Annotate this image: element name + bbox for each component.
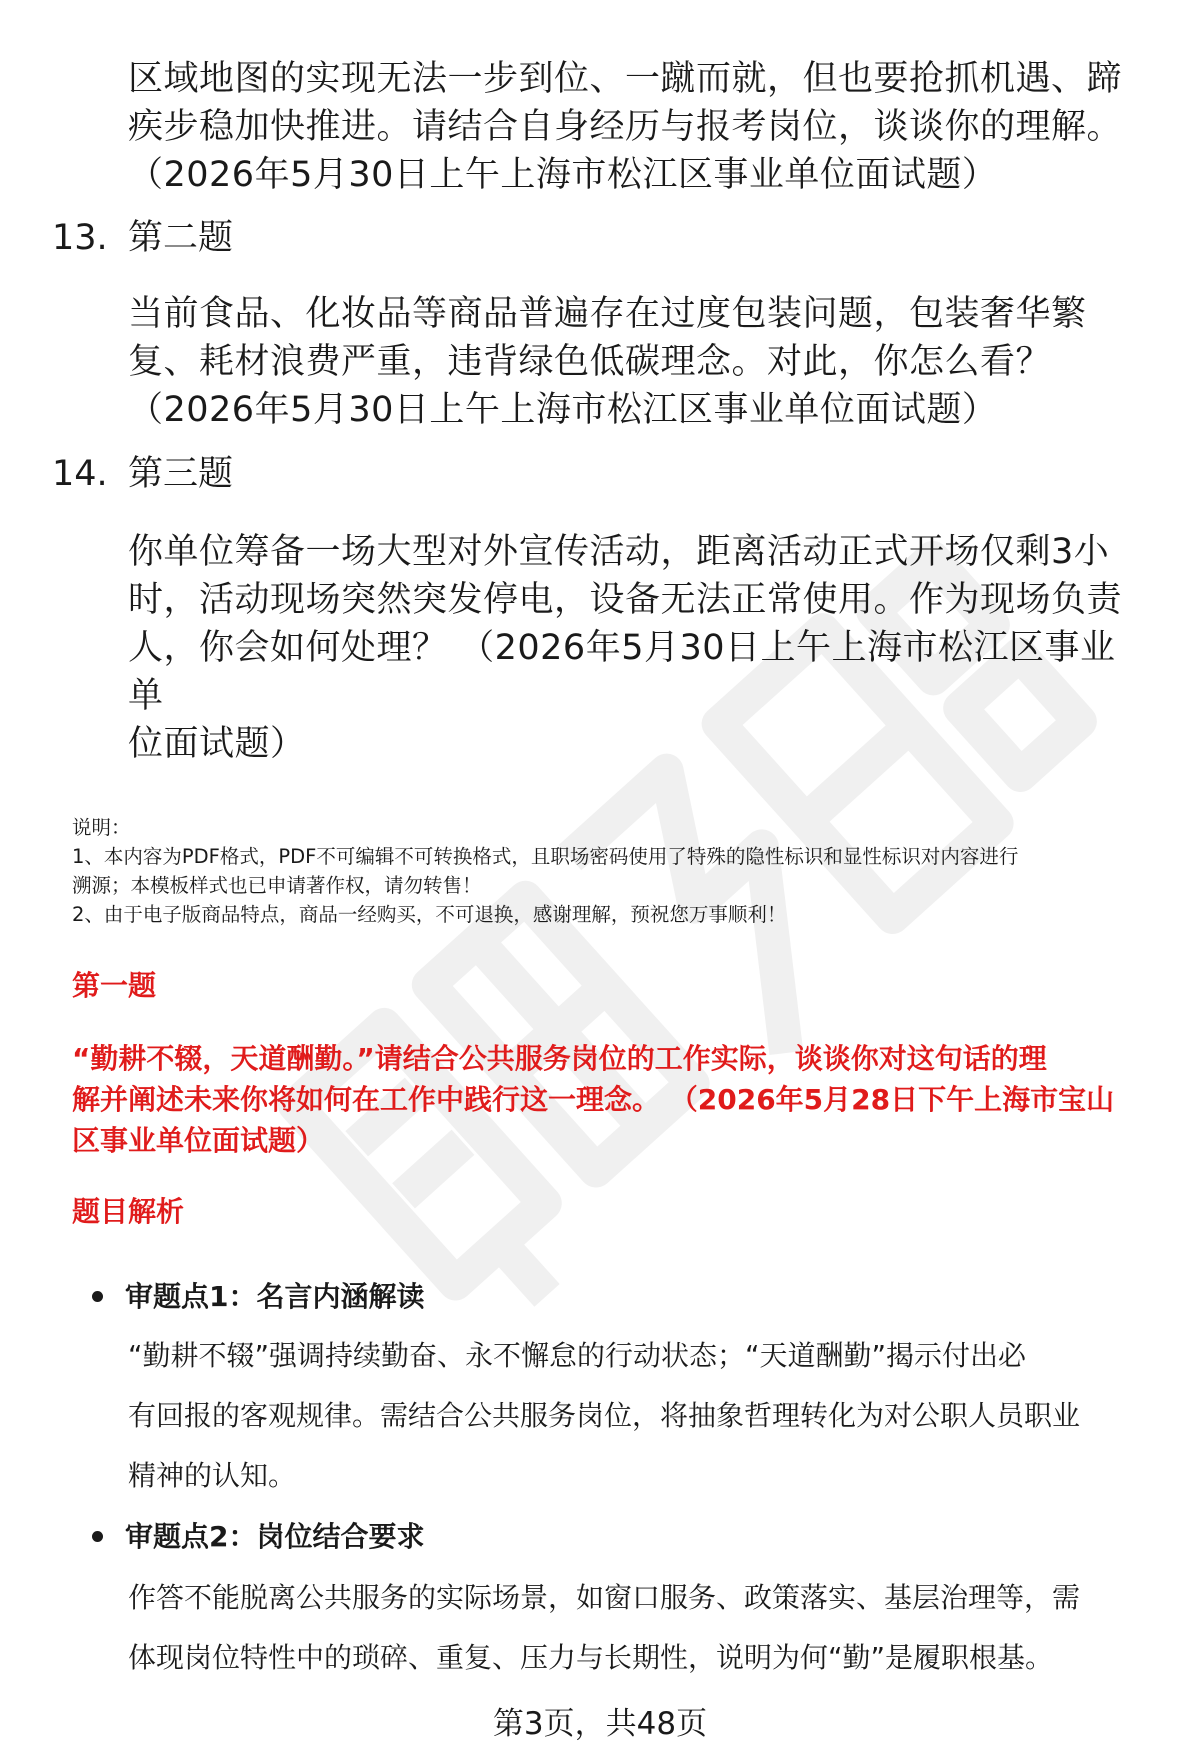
analysis-point-1-body (128, 1326, 1148, 1506)
page-number-footer: 第3页，共48页 (492, 1706, 708, 1742)
answer-question-line: 解并阐述未来你将如何在工作中践行这一理念。 （2026年5月28日下午上海市宝山 (72, 1083, 1115, 1116)
question-12-line: 区域地图的实现无法一步到位、一蹴而就，但也要抢抓机遇、蹄 (128, 59, 1123, 99)
point-line: 有回报的客观规律。需结合公共服务岗位，将抽象哲理转化为对公职人员职业 (128, 1399, 1081, 1432)
question-13-line: 复、耗材浪费严重，违背绿色低碳理念。对此，你怎么看？ (128, 342, 1052, 382)
answer-question-text (72, 1038, 1162, 1161)
notes-item-1-cont: 溯源；本模板样式也已申请著作权，请勿转售！ (72, 874, 482, 897)
question-title: 第三题 (128, 454, 234, 494)
notes-item-1: 1、本内容为PDF格式，PDF不可编辑不可转换格式，且职场密码使用了特殊的隐性标识和显性标识对内容进行 (72, 845, 1019, 868)
question-14-heading (52, 450, 233, 498)
question-13-source: （2026年5月30日上午上海市松江区事业单位面试题） (128, 390, 998, 430)
notes-item-2: 2、由于电子版商品特点，商品一经购买，不可退换，感谢理解，预祝您万事顺利！ (72, 903, 787, 926)
answer-question-line: 区事业单位面试题） (72, 1124, 325, 1157)
question-12-text (128, 55, 1148, 199)
answer-question-line: “勤耕不辍，天道酬勤。”请结合公共服务岗位的工作实际，谈谈你对这句话的理 (72, 1042, 1047, 1075)
question-title: 第二题 (128, 218, 234, 258)
question-12-source: （2026年5月30日上午上海市松江区事业单位面试题） (128, 155, 998, 195)
analysis-point-1-heading (92, 1277, 424, 1317)
question-14-line: 你单位筹备一场大型对外宣传活动，距离活动正式开场仅剩3小 (128, 532, 1110, 572)
question-14-line: 人，你会如何处理？ （2026年5月30日上午上海市松江区事业单 (128, 628, 1116, 716)
point-line: “勤耕不辍”强调持续勤奋、永不懈怠的行动状态；“天道酬勤”揭示付出必 (128, 1339, 1027, 1372)
bullet-icon (92, 1291, 103, 1302)
question-14-text (128, 528, 1148, 768)
analysis-point-2-heading (92, 1517, 424, 1557)
question-13-text (128, 290, 1148, 434)
bullet-icon (92, 1531, 103, 1542)
question-14-line: 时，活动现场突然突发停电，设备无法正常使用。作为现场负责 (128, 580, 1123, 620)
analysis-point-2-body (128, 1568, 1148, 1688)
question-13-heading (52, 214, 233, 262)
point-line: 体现岗位特性中的琐碎、重复、压力与长期性，说明为何“勤”是履职根基。 (128, 1641, 1054, 1674)
point-line: 精神的认知。 (128, 1459, 297, 1492)
question-number: 14. (52, 454, 108, 494)
question-13-line: 当前食品、化妆品等商品普遍存在过度包装问题，包装奢华繁 (128, 294, 1087, 334)
question-12-line: 疾步稳加快推进。请结合自身经历与报考岗位，谈谈你的理解。 (128, 107, 1123, 147)
analysis-title: 题目解析 (72, 1195, 185, 1228)
point-line: 作答不能脱离公共服务的实际场景，如窗口服务、政策落实、基层治理等，需 (128, 1581, 1081, 1614)
disclaimer-notes (72, 813, 1162, 929)
point-heading-text: 审题点2：岗位结合要求 (125, 1520, 425, 1553)
answer-section-title: 第一题 (72, 969, 157, 1002)
question-14-line: 位面试题） (128, 724, 306, 764)
question-number: 13. (52, 218, 108, 258)
notes-label: 说明： (72, 816, 131, 839)
point-heading-text: 审题点1：名言内涵解读 (125, 1280, 425, 1313)
